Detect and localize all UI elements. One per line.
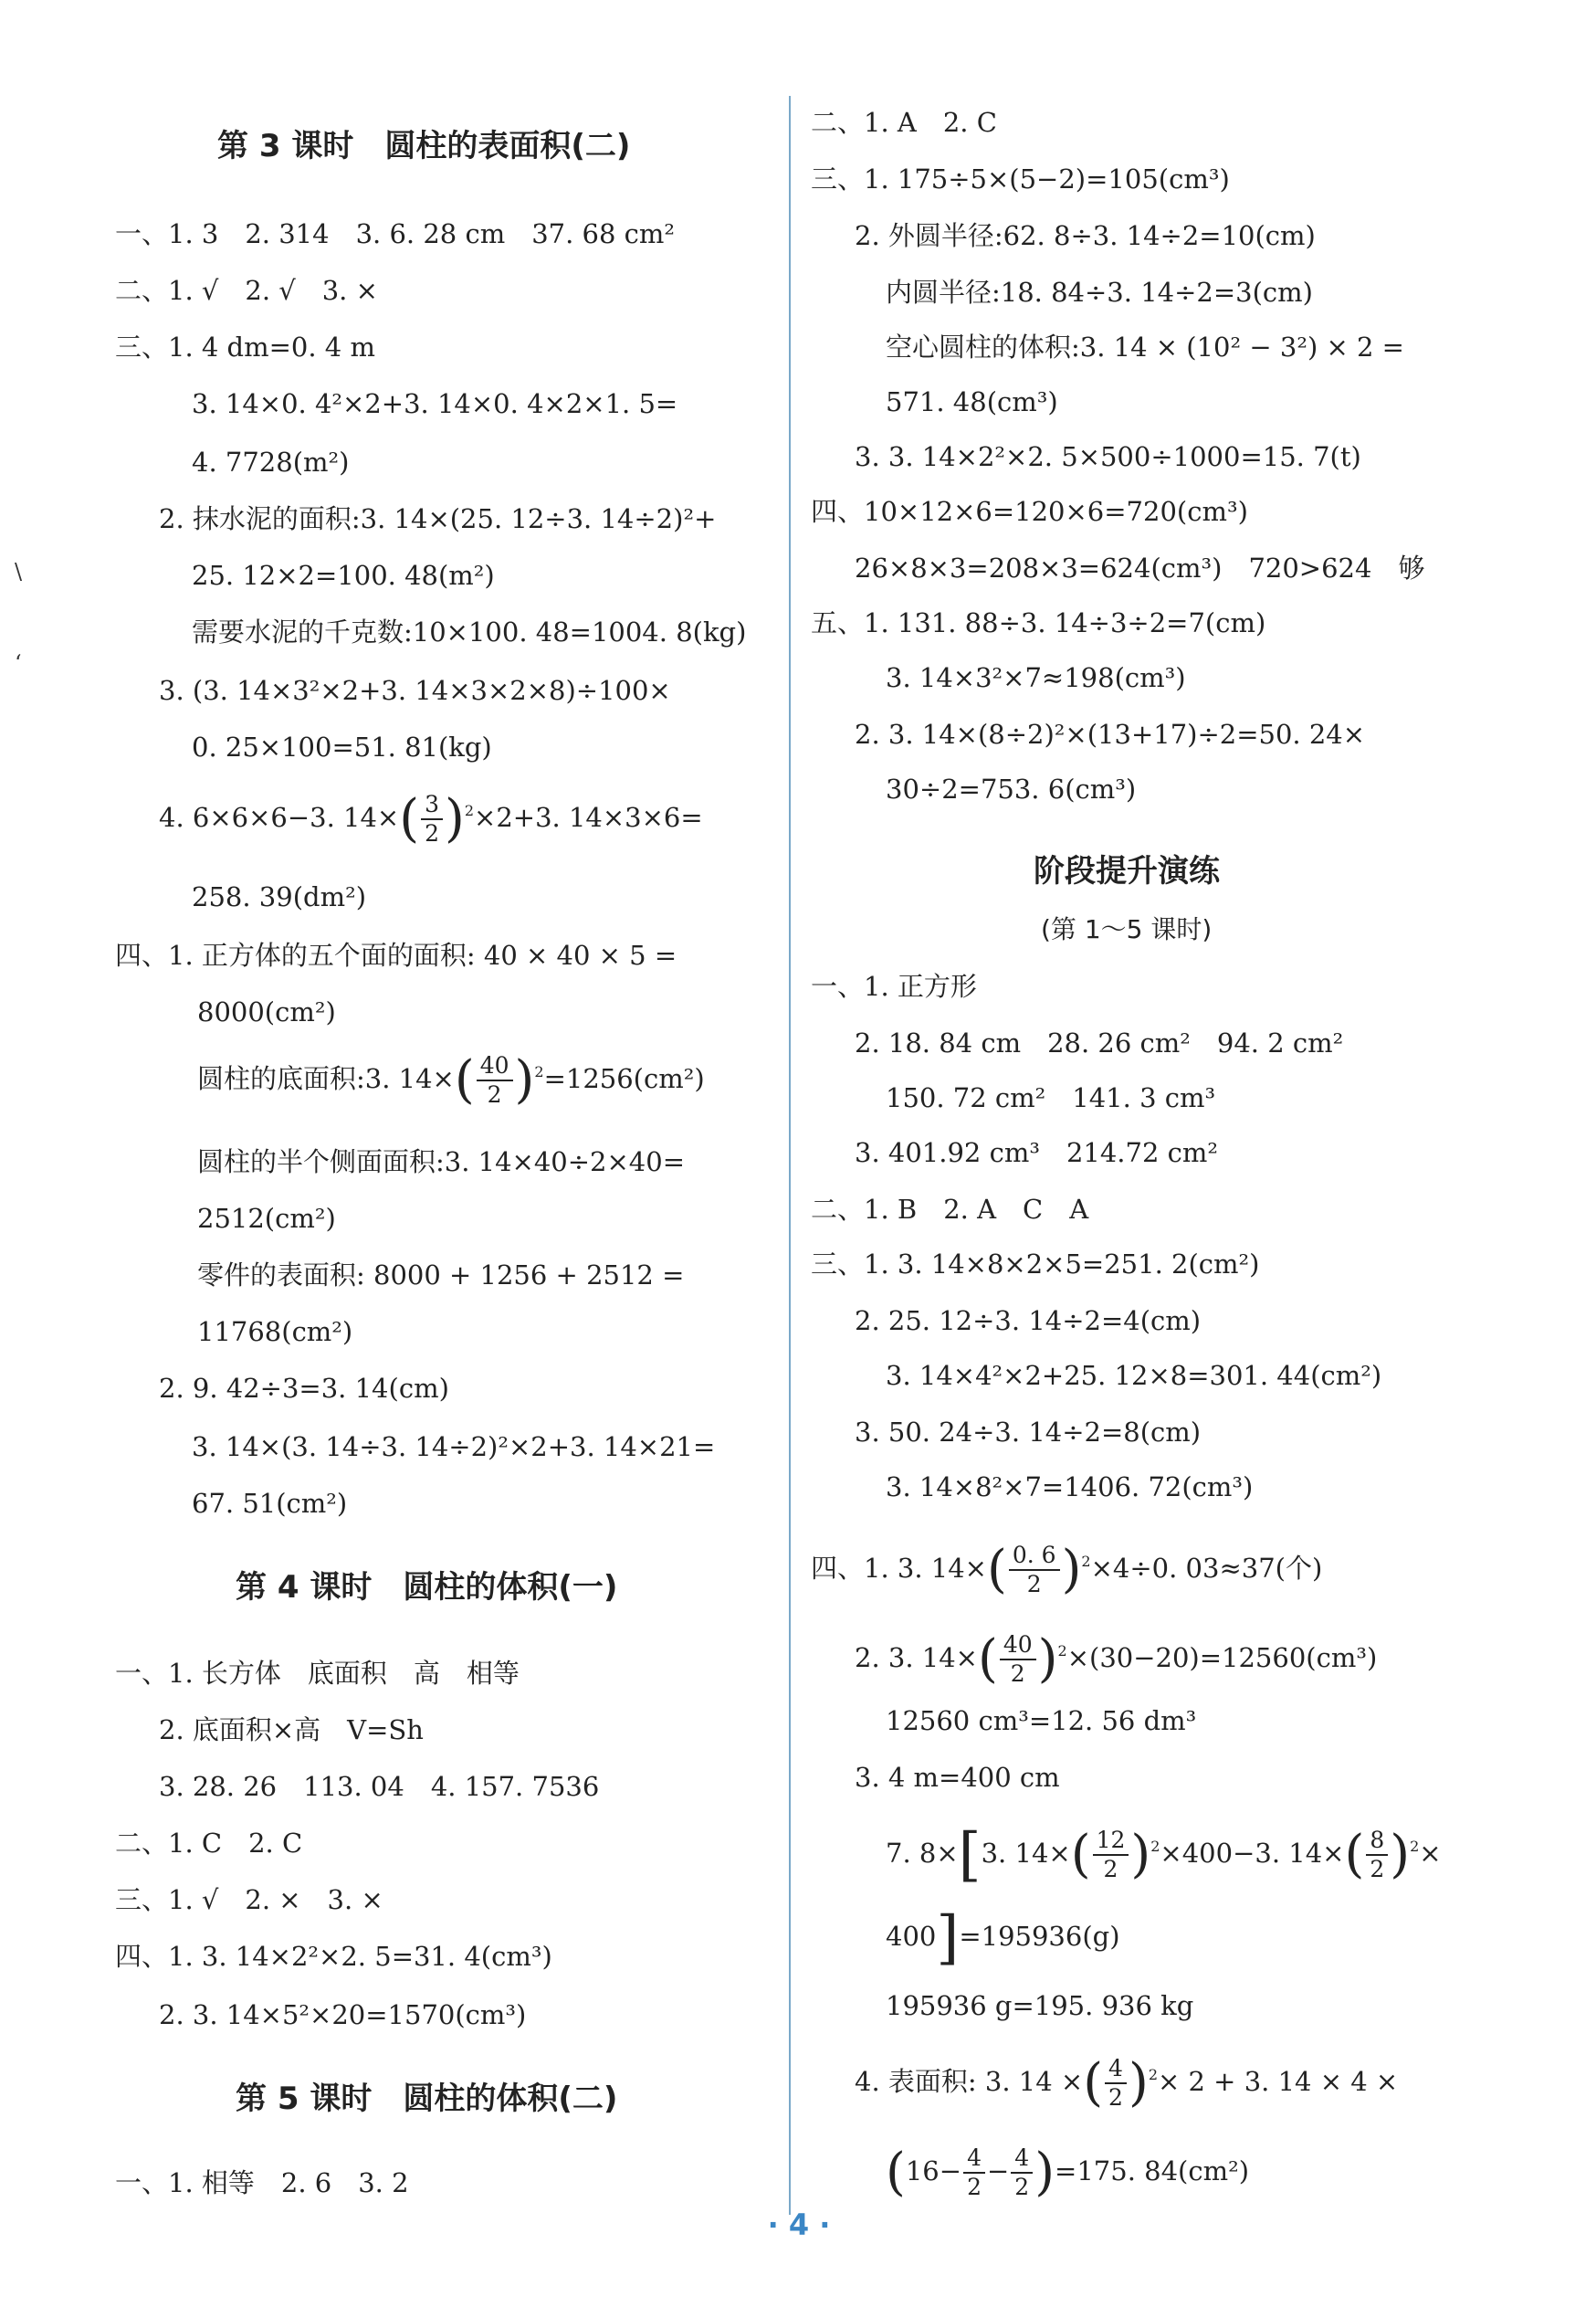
answer-line: 25. 12×2=100. 48(m²) bbox=[192, 560, 495, 591]
fraction bbox=[1011, 2144, 1033, 2201]
answer-line: 三、1. 3. 14×8×2×5=251. 2(cm²) bbox=[811, 1249, 1260, 1280]
answer-line: 67. 51(cm²) bbox=[192, 1488, 348, 1519]
answer-line: 圆柱的半个侧面面积:3. 14×40÷2×40= bbox=[197, 1146, 686, 1177]
expr-text: − bbox=[986, 2155, 1010, 2186]
answer-line: 26×8×3=208×3=624(cm³) 720>624 够 bbox=[855, 553, 1425, 584]
margin-mark: ‘ bbox=[15, 650, 22, 676]
fraction bbox=[1105, 2055, 1127, 2112]
answer-line: 571. 48(cm³) bbox=[886, 386, 1058, 417]
answer-line: 四、1. 3. 14×2²×2. 5=31. 4(cm³) bbox=[115, 1941, 552, 1972]
answer-line: 四、1. 3. 14×( $\frac{0. 6}{2}$ )$^2$×4÷0. 03≈37(个) bbox=[811, 1540, 1323, 1599]
answer-line: 8000(cm²) bbox=[197, 996, 336, 1027]
answer-line: 3. 14×(3. 14÷3. 14÷2)²×2+3. 14×21= bbox=[192, 1431, 716, 1462]
answer-line: 4. 7728(m²) bbox=[192, 447, 350, 478]
answer-line: 3. 14×0. 4²×2+3. 14×0. 4×2×1. 5= bbox=[192, 388, 678, 419]
answer-line: 二、1. B 2. A C A bbox=[811, 1194, 1089, 1225]
denominator: 2 bbox=[1010, 1660, 1025, 1687]
fraction bbox=[963, 2144, 985, 2201]
margin-mark: \ bbox=[15, 559, 23, 585]
answer-line: 一、1. 正方形 bbox=[811, 971, 977, 1002]
answer-line: 2. 25. 12÷3. 14÷2=4(cm) bbox=[855, 1305, 1202, 1336]
denominator: 2 bbox=[1026, 1571, 1042, 1597]
answer-line: 三、1. 4 dm=0. 4 m bbox=[115, 332, 375, 363]
denominator: 2 bbox=[967, 2174, 982, 2200]
section-title: 第 5 课时 圆柱的体积(二) bbox=[236, 2081, 618, 2117]
expr-text: =175. 84(cm²) bbox=[1055, 2155, 1250, 2186]
numerator: 0. 6 bbox=[1009, 1542, 1060, 1571]
numerator: 3 bbox=[421, 791, 443, 820]
column-divider bbox=[789, 96, 791, 2215]
answer-line: (16− $\frac{4}{2}$ − $\frac{4}{2}$ )=175. 84(cm²) bbox=[886, 2143, 1250, 2202]
expr-text: 4. 6×6×6−3. 14× bbox=[159, 802, 400, 833]
page-number-value: 4 bbox=[788, 2207, 810, 2242]
answer-line: 一、1. 长方体 底面积 高 相等 bbox=[115, 1658, 520, 1689]
denominator: 2 bbox=[1014, 2174, 1030, 2200]
section-title: 第 3 课时 圆柱的表面积(二) bbox=[217, 128, 631, 164]
expr-text: 400 bbox=[886, 1921, 937, 1952]
answer-line: 零件的表面积: 8000 + 1256 + 2512 = bbox=[197, 1259, 685, 1291]
expr-text: =195936(g) bbox=[959, 1921, 1120, 1952]
answer-line: 2512(cm²) bbox=[197, 1203, 336, 1234]
answer-line: 四、10×12×6=120×6=720(cm³) bbox=[811, 496, 1248, 527]
expr-text: =1256(cm²) bbox=[543, 1063, 705, 1094]
denominator: 2 bbox=[487, 1081, 502, 1108]
expr-text: ×2+3. 14×3×6= bbox=[474, 802, 703, 833]
numerator: 12 bbox=[1093, 1827, 1129, 1856]
answer-line: 3. 3. 14×2²×2. 5×500÷1000=15. 7(t) bbox=[855, 441, 1361, 472]
answer-line: 12560 cm³=12. 56 dm³ bbox=[886, 1705, 1197, 1736]
numerator: 40 bbox=[1000, 1631, 1036, 1660]
section-title: 第 4 课时 圆柱的体积(一) bbox=[236, 1569, 618, 1606]
page-dot-icon: · bbox=[767, 2207, 779, 2242]
expr-text: × bbox=[1419, 1838, 1442, 1869]
answer-line: 2. 3. 14×( $\frac{40}{2}$ )$^2$×(30−20)=12560(cm³) bbox=[855, 1629, 1378, 1689]
answer-line: 7. 8×[3. 14×( $\frac{12}{2}$ )$^2$×400−3. 14×( $\frac{8}{2}$ )$^2$× bbox=[886, 1821, 1442, 1889]
answer-line: 3. 4 m=400 cm bbox=[855, 1762, 1060, 1793]
page-dot-icon: · bbox=[819, 2207, 831, 2242]
answer-line: 二、1. A 2. C bbox=[811, 107, 997, 138]
answer-line: 4. 6×6×6−3. 14×( $\frac{3}{2}$ )$^2$×2+3. 14×3×6= bbox=[159, 789, 703, 848]
answer-line: 2. 3. 14×5²×20=1570(cm³) bbox=[159, 1999, 527, 2030]
answer-line: 二、1. C 2. C bbox=[115, 1828, 303, 1859]
expr-text: 四、1. 3. 14× bbox=[811, 1553, 987, 1584]
expr-text: × 2 + 3. 14 × 4 × bbox=[1158, 2066, 1399, 2097]
expr-text: 3. 14× bbox=[981, 1838, 1071, 1869]
denominator: 2 bbox=[1108, 2084, 1123, 2111]
answer-line: 4. 表面积: 3. 14 ×( $\frac{4}{2}$ )$^2$× 2 + 3. 14 × 4 × bbox=[855, 2053, 1399, 2113]
answer-line: 2. 外圆半径:62. 8÷3. 14÷2=10(cm) bbox=[855, 220, 1316, 251]
answer-line: 2. 18. 84 cm 28. 26 cm² 94. 2 cm² bbox=[855, 1027, 1344, 1059]
expr-text: 2. 3. 14× bbox=[855, 1642, 978, 1673]
answer-line: 2. 9. 42÷3=3. 14(cm) bbox=[159, 1373, 449, 1404]
answer-line: 3. 14×3²×7≈198(cm³) bbox=[886, 662, 1186, 693]
answer-line: 0. 25×100=51. 81(kg) bbox=[192, 732, 492, 763]
answer-line: 30÷2=753. 6(cm³) bbox=[886, 774, 1137, 805]
answer-line: 2. 抹水泥的面积:3. 14×(25. 12÷3. 14÷2)²+ bbox=[159, 503, 717, 534]
page-number bbox=[758, 2207, 840, 2242]
section-subtitle: (第 1～5 课时) bbox=[1041, 914, 1213, 944]
answer-line: 400]=195936(g) bbox=[886, 1904, 1120, 1972]
answer-line: 3. 50. 24÷3. 14÷2=8(cm) bbox=[855, 1417, 1202, 1448]
numerator: 4 bbox=[1011, 2144, 1033, 2174]
section-title: 阶段提升演练 bbox=[1034, 853, 1220, 890]
expr-text: ×(30−20)=12560(cm³) bbox=[1066, 1642, 1378, 1673]
answer-line: 2. 3. 14×(8÷2)²×(13+17)÷2=50. 24× bbox=[855, 719, 1366, 750]
answer-line: 11768(cm²) bbox=[197, 1316, 353, 1347]
answer-line: 四、1. 正方体的五个面的面积: 40 × 40 × 5 = bbox=[115, 940, 677, 971]
answer-line: 需要水泥的千克数:10×100. 48=1004. 8(kg) bbox=[192, 616, 747, 648]
numerator: 4 bbox=[963, 2144, 985, 2174]
answer-line: 二、1. √ 2. √ 3. × bbox=[115, 275, 378, 306]
answer-line: 258. 39(dm²) bbox=[192, 881, 367, 912]
fraction bbox=[1009, 1542, 1060, 1598]
answer-line: 3. 14×4²×2+25. 12×8=301. 44(cm²) bbox=[886, 1360, 1382, 1391]
expr-text: 圆柱的底面积:3. 14× bbox=[197, 1063, 455, 1094]
answer-line: 三、1. √ 2. × 3. × bbox=[115, 1884, 383, 1915]
numerator: 40 bbox=[477, 1052, 513, 1081]
answer-line: 2. 底面积×高 V=Sh bbox=[159, 1714, 424, 1745]
answer-line: 一、1. 相等 2. 6 3. 2 bbox=[115, 2167, 409, 2198]
fraction bbox=[1093, 1827, 1129, 1883]
answer-line: 3. (3. 14×3²×2+3. 14×3×2×8)÷100× bbox=[159, 675, 671, 706]
expr-text: 4. 表面积: 3. 14 × bbox=[855, 2066, 1084, 2097]
answer-line: 3. 28. 26 113. 04 4. 157. 7536 bbox=[159, 1771, 600, 1802]
answer-line: 150. 72 cm² 141. 3 cm³ bbox=[886, 1082, 1216, 1113]
numerator: 8 bbox=[1366, 1827, 1388, 1856]
numerator: 4 bbox=[1105, 2055, 1127, 2084]
answer-line: 3. 401.92 cm³ 214.72 cm² bbox=[855, 1137, 1218, 1168]
expr-text: ×400−3. 14× bbox=[1160, 1838, 1345, 1869]
expr-text: 7. 8× bbox=[886, 1838, 959, 1869]
denominator: 2 bbox=[1103, 1856, 1118, 1882]
fraction bbox=[477, 1052, 513, 1109]
answer-line: 空心圆柱的体积:3. 14 × (10² − 3²) × 2 = bbox=[886, 332, 1404, 363]
denominator: 2 bbox=[425, 820, 439, 847]
answer-line: 一、1. 3 2. 314 3. 6. 28 cm 37. 68 cm² bbox=[115, 218, 676, 249]
answer-line: 内圆半径:18. 84÷3. 14÷2=3(cm) bbox=[886, 277, 1313, 308]
answer-line: 五、1. 131. 88÷3. 14÷3÷2=7(cm) bbox=[811, 607, 1266, 638]
fraction bbox=[421, 791, 443, 848]
fraction bbox=[1366, 1827, 1388, 1883]
answer-line: 三、1. 175÷5×(5−2)=105(cm³) bbox=[811, 163, 1230, 195]
answer-line: 3. 14×8²×7=1406. 72(cm³) bbox=[886, 1471, 1254, 1502]
fraction bbox=[1000, 1631, 1036, 1688]
denominator: 2 bbox=[1370, 1856, 1385, 1882]
expr-text: 16− bbox=[905, 2155, 962, 2186]
expr-text: ×4÷0. 03≈37(个) bbox=[1090, 1553, 1323, 1584]
answer-line: 195936 g=195. 936 kg bbox=[886, 1990, 1194, 2021]
answer-line: 圆柱的底面积:3. 14×( $\frac{40}{2}$ )$^2$=1256(cm²) bbox=[197, 1050, 705, 1110]
